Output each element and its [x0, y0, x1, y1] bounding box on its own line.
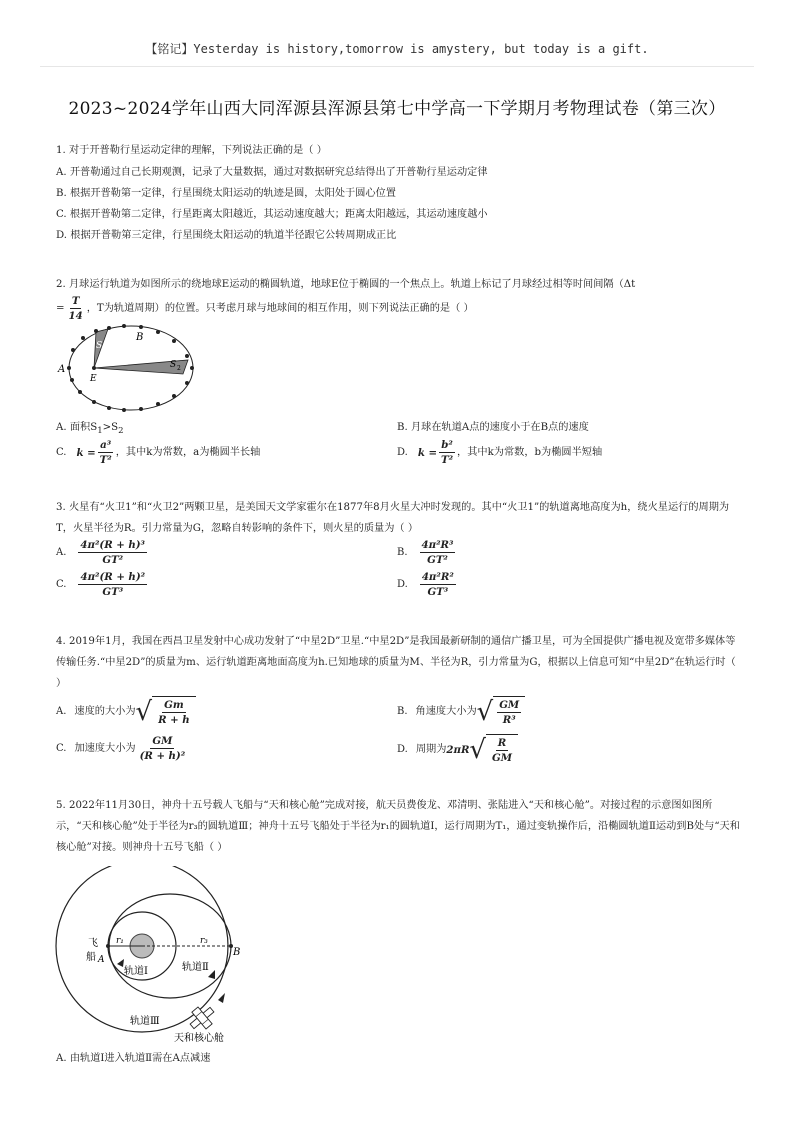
q1-option-c: C. 根据开普勒第二定律，行星距离太阳越近，其运动速度越大；距离太阳越远，其运动速度越小 — [56, 209, 488, 220]
q2-c-label: C. — [56, 446, 67, 458]
q4-d-num: R — [497, 737, 507, 749]
q1-stem: 1. 对于开普勒行星运动定律的理解，下列说法正确的是（ ） — [56, 145, 327, 156]
q4-c-num: GM — [152, 735, 173, 747]
q5-label-b: B — [233, 947, 241, 958]
q3-c-den: GT³ — [102, 586, 124, 598]
q3-option-d — [397, 570, 458, 599]
q2-stem-line1: 2. 月球运行轨道为如图所示的绕地球E运动的椭圆轨道，地球E位于椭圆的一个焦点上。轨道上标记了月球经过相等时间间隔（Δt — [56, 279, 636, 290]
page-title: 2023~2024学年山西大同浑源县浑源县第七中学高一下学期月考物理试卷（第三次） — [68, 99, 726, 119]
q2-a-mid: >S — [102, 422, 119, 433]
q2-fraction — [67, 294, 85, 323]
q5-label-ship2: 船 — [86, 952, 96, 963]
q5-point-a — [106, 944, 110, 948]
q2-label-s1-sub: 1 — [103, 346, 107, 353]
q5-label-orbit1: 轨道Ⅰ — [124, 966, 148, 977]
q2-label-s2: S — [170, 360, 177, 370]
q5-label-orbit2: 轨道Ⅱ — [182, 962, 209, 973]
q4-a-label: A. — [56, 705, 67, 717]
q2-d-den: T² — [441, 454, 454, 466]
q2-c-k: k = — [76, 446, 96, 459]
q2-frac-num: T — [71, 295, 80, 307]
q5-label-ship1: 飞 — [88, 938, 98, 949]
q3-a-num: 4π²(R + h)³ — [80, 539, 146, 551]
q2-label-s2-sub: 2 — [177, 365, 181, 372]
q4-b-label: B. — [397, 705, 408, 717]
q3-c-label: C. — [56, 578, 67, 590]
q4-b-text: 角速度大小为 — [415, 705, 477, 717]
q2-c-num: a³ — [100, 439, 112, 451]
q2-d-text: ，其中k为常数，b为椭圆半短轴 — [457, 446, 603, 458]
q2-a-text: A. 面积S — [56, 422, 98, 433]
q2-label-a: A — [58, 364, 66, 375]
q2-d-label: D. — [397, 446, 408, 458]
q2-stem-line2 — [56, 294, 474, 323]
q4-c-den: (R + h)² — [139, 750, 186, 762]
q2-c-den: T² — [99, 454, 112, 466]
q4-b-den: R³ — [502, 714, 516, 726]
q3-c-num: 4π²(R + h)² — [80, 571, 146, 583]
q3-b-label: B. — [397, 546, 408, 558]
q4-option-d: D. 周期为 2πR √ $\frac{R}{GM}$ — [397, 734, 518, 765]
q5-arrow-orbit3 — [218, 993, 225, 1003]
q2-d-k: k = — [417, 446, 437, 459]
q2-frac-den: 14 — [68, 310, 83, 322]
q1-option-d: D. 根据开普勒第三定律，行星围绕太阳运动的轨道半径跟它公转周期成正比 — [56, 230, 397, 241]
q2-c-text: ，其中k为常数，a为椭圆半长轴 — [115, 446, 261, 458]
q3-option-a — [56, 538, 149, 567]
q5-option-a: A. 由轨道Ⅰ进入轨道Ⅱ需在A点减速 — [56, 1053, 211, 1064]
header-divider — [40, 66, 754, 67]
q4-d-label: D. — [397, 743, 408, 755]
q4-option-a: A. 速度的大小为 √ $\frac{Gm}{R + h}$ — [56, 696, 196, 727]
q5-orbit-figure — [50, 866, 250, 1046]
q2-option-b: B. 月球在轨道A点的速度小于在B点的速度 — [397, 422, 589, 433]
q4-d-den: GM — [492, 752, 512, 764]
q3-a-label: A. — [56, 546, 67, 558]
q2-a-sub1: 1 — [97, 426, 103, 437]
q3-d-label: D. — [397, 578, 408, 590]
q3-option-c — [56, 570, 149, 599]
q4-b-num: GM — [499, 699, 520, 711]
q2-option-a — [56, 421, 124, 438]
q5-label-r3: r₃ — [200, 936, 208, 946]
q2-label-b: B — [136, 332, 144, 343]
q2-label-e: E — [90, 374, 97, 384]
q2-option-c — [56, 438, 260, 467]
q4-c-text: 加速度大小为 — [74, 742, 136, 754]
q5-stem: 5. 2022年11月30日，神舟十五号载人飞船与“天和核心舱”完成对接，航天员费俊龙、邓清明、张陆进入“天和核心舱”。对接过程的示意图如图所示，“天和核心舱”处于半径为r₃的圆轨道Ⅲ；神舟十五号飞船处于半径为r₁的圆轨道Ⅰ，运行周期为T₁，通过变轨操作后，沿椭圆轨道Ⅱ运动到B处与“天和核心舱”对接。则神舟十五号飞船（ ） — [56, 800, 740, 853]
q3-a-den: GT² — [102, 554, 124, 566]
header-motto: 【铭记】Yesterday is history,tomorrow is amystery, but today is a gift. — [145, 42, 649, 56]
q4-d-prefix: 2πR — [446, 743, 470, 756]
q3-b-den: GT² — [427, 554, 448, 566]
q1-option-b: B. 根据开普勒第一定律，行星围绕太阳运动的轨迹是圆，太阳处于圆心位置 — [56, 188, 396, 199]
q4-a-den: R + h — [158, 714, 190, 726]
q3-stem: 3. 火星有“火卫1”和“火卫2”两颗卫星，是美国天文学家霍尔在1877年8月火星大冲时发现的。其中“火卫1”的轨道离地高度为h，绕火星运行的周期为T，火星半径为R。引力常量为G，忽略自转影响的条件下，则火星的质量为（ ） — [56, 502, 730, 534]
q4-c-label: C. — [56, 742, 67, 754]
q3-d-num: 4π²R² — [421, 571, 454, 583]
q3-option-b — [397, 538, 457, 567]
q5-label-orbit3: 轨道Ⅲ — [130, 1016, 160, 1027]
q2-equals: = — [56, 302, 65, 314]
q5-label-a: A — [98, 955, 105, 965]
q2-option-d — [397, 438, 602, 467]
q2-stem-rest: ，T为轨道周期）的位置。只考虑月球与地球间的相互作用，则下列说法正确的是（ ） — [86, 302, 474, 314]
q4-d-text: 周期为 — [415, 743, 447, 755]
q1-option-a: A. 开普勒通过自己长期观测，记录了大量数据，通过对数据研究总结得出了开普勒行星运动定律 — [56, 167, 488, 178]
q5-label-station: 天和核心舱 — [174, 1033, 224, 1044]
q2-label-s1: S — [96, 341, 103, 351]
q4-option-b: B. 角速度大小为 √ $\frac{GM}{\text{R³}}$ — [397, 696, 525, 727]
q4-option-c — [56, 734, 189, 763]
q2-a-sub2: 2 — [118, 426, 124, 437]
q4-a-num: Gm — [164, 699, 184, 711]
q5-arrow-orbit2 — [208, 970, 215, 979]
q3-d-den: GT³ — [427, 586, 449, 598]
q5-label-r1: r₁ — [116, 936, 124, 946]
q2-orbit-figure — [56, 322, 196, 418]
q4-a-text: 速度的大小为 — [74, 705, 136, 717]
q4-stem: 4. 2019年1月，我国在西昌卫星发射中心成功发射了“中星2D”卫星.“中星2D”是我国最新研制的通信广播卫星，可为全国提供广播电视及宽带多媒体等传输任务.“中星2D”的质量为m、运行轨道距离地面高度为h.已知地球的质量为M、半径为R，引力常量为G，根据以上信息可知“中星2D”在轨运行时（ ） — [56, 636, 736, 689]
q2-d-num: b² — [441, 439, 453, 451]
q3-b-num: 4π²R³ — [421, 539, 454, 551]
q5-arrow-orbit1 — [117, 959, 124, 967]
q2-earth-point — [92, 366, 96, 370]
